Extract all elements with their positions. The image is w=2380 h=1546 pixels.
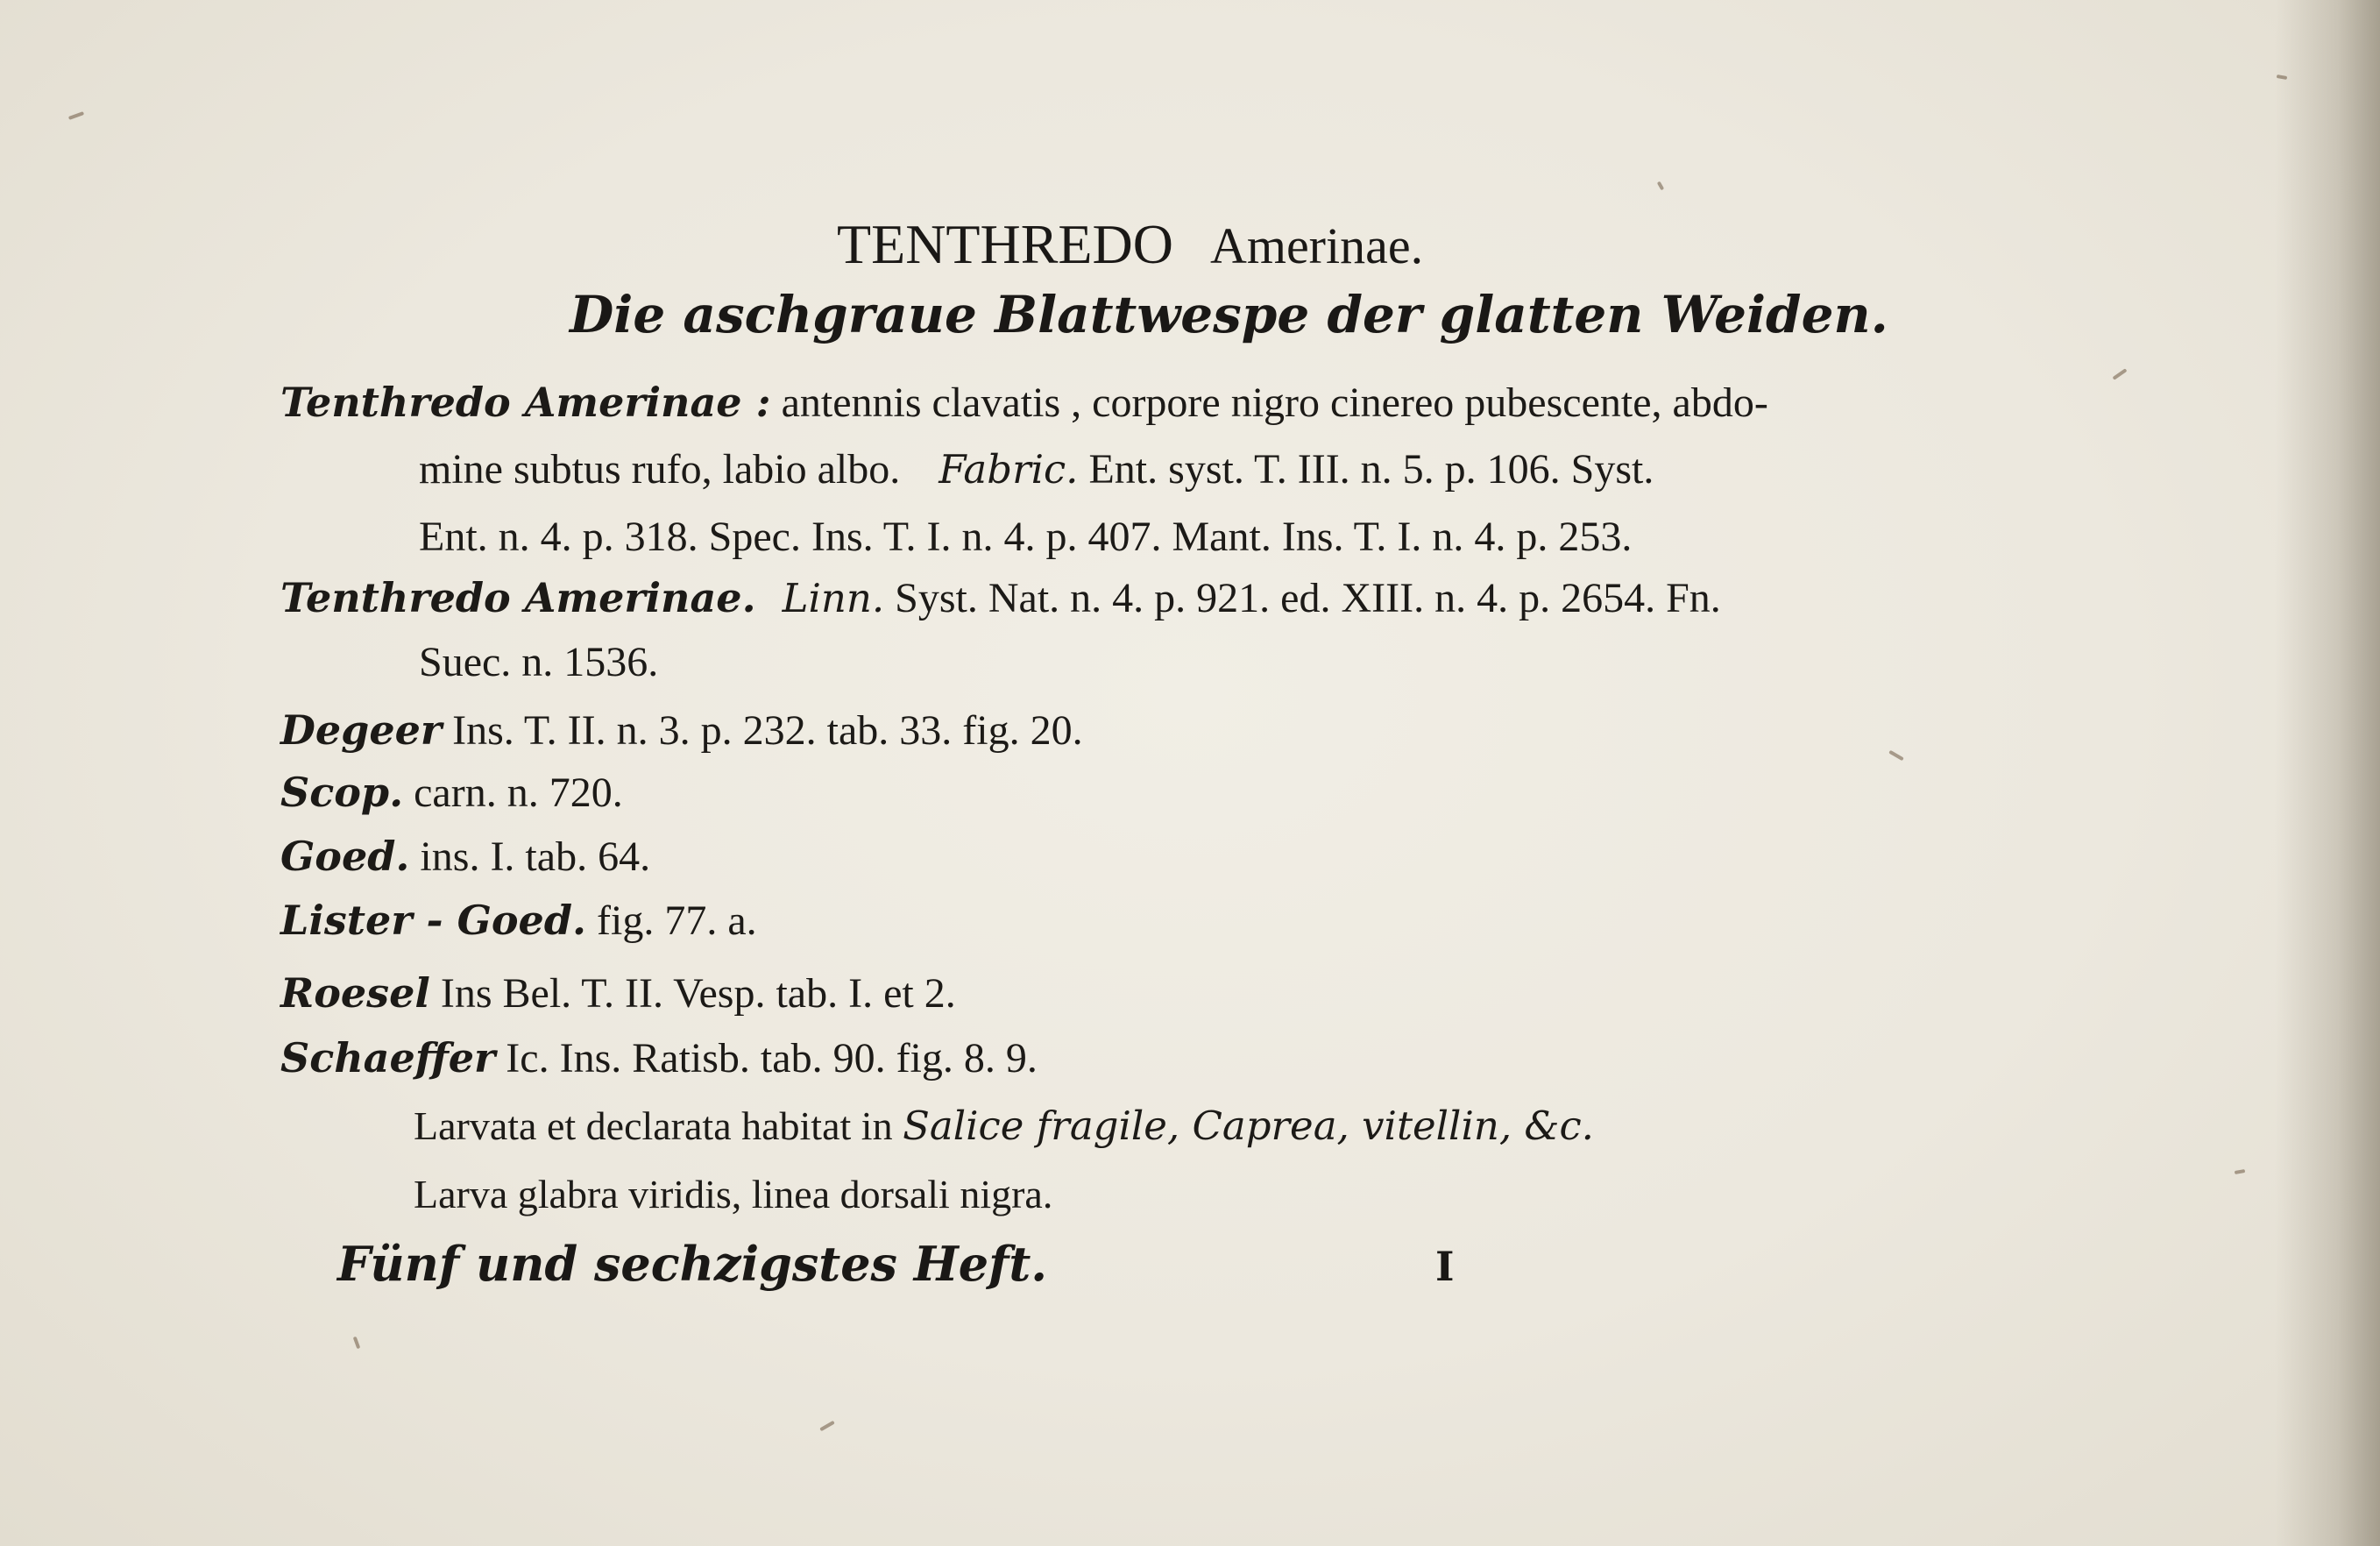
german-title: Die aschgraue Blattwespe der glatten Weiden. <box>570 285 1888 344</box>
signature-mark: I <box>1435 1243 1455 1290</box>
citation-scopoli <box>280 769 623 817</box>
paper-speck <box>819 1421 835 1431</box>
citation-text: antennis clavatis , corpore nigro cinereo pubescente, abdo- <box>781 379 1768 426</box>
citation-author: Scop. <box>280 769 404 816</box>
citation-text: ins. I. tab. 64. <box>420 833 651 880</box>
citation-text: Ins. T. II. n. 3. p. 232. tab. 33. fig. 20. <box>452 707 1083 754</box>
page-edge-shadow <box>2275 0 2380 1546</box>
citation-text: fig. 77. a. <box>597 897 757 944</box>
citation-fabricius <box>280 379 1768 427</box>
citation-text: Suec. n. 1536. <box>419 639 659 685</box>
paper-speck <box>1888 750 1904 761</box>
citation-linnaeus <box>280 574 1721 622</box>
habitat-prefix: Larvata et declarata habitat in <box>414 1103 893 1148</box>
citation-roesel <box>280 969 956 1018</box>
paper-speck <box>2112 368 2127 380</box>
larva-description: Larva glabra viridis, linea dorsali nigra. <box>414 1172 1053 1216</box>
paper-speck <box>68 111 84 120</box>
citation-author: Schaeffer <box>280 1034 496 1081</box>
species-title <box>837 212 1503 277</box>
citation-text: Ic. Ins. Ratisb. tab. 90. fig. 8. 9. <box>506 1035 1038 1081</box>
paper-speck <box>1657 181 1664 191</box>
citation-author: Degeer <box>280 706 443 754</box>
citation-text: Ent. syst. T. III. n. 5. p. 106. Syst. <box>1088 446 1654 493</box>
citation-text: Syst. Nat. n. 4. p. 921. ed. XIII. n. 4. p. 2654. Fn. <box>895 575 1721 621</box>
habitat-line <box>414 1103 1594 1149</box>
genus-name: TENTHREDO <box>837 213 1173 275</box>
citation-author: Tenthredo Amerinae : <box>280 379 771 426</box>
citation-text: Ins Bel. T. II. Vesp. tab. I. et 2. <box>440 970 956 1017</box>
citation-author-linn: Linn. <box>782 575 885 621</box>
citation-author: Fabric. <box>939 446 1079 493</box>
citation-author: Roesel <box>280 969 430 1017</box>
citation-text: Ent. n. 4. p. 318. Spec. Ins. T. I. n. 4. p. 407. Mant. Ins. T. I. n. 4. p. 253. <box>419 514 1633 560</box>
citation-fabricius-cont2 <box>419 513 1632 561</box>
citation-fabricius-cont <box>419 445 1654 493</box>
citation-schaeffer <box>280 1034 1038 1082</box>
paper-speck <box>353 1337 361 1350</box>
paper-speck <box>2235 1169 2246 1174</box>
citation-author: Goed. <box>280 833 410 880</box>
species-name: Amerinae. <box>1209 217 1424 274</box>
habitat-plants: Salice fragile, Caprea, vitellin, &c. <box>903 1103 1594 1149</box>
citation-text: carn. n. 720. <box>414 769 623 816</box>
citation-goedart <box>280 833 650 881</box>
citation-author: Lister - Goed. <box>280 897 586 944</box>
citation-lister <box>280 897 757 945</box>
citation-linnaeus-cont <box>419 638 658 686</box>
citation-degeer <box>280 706 1083 755</box>
citation-text: mine subtus rufo, labio albo. <box>419 446 901 493</box>
citation-author: Tenthredo Amerinae. <box>280 574 756 621</box>
issue-note: Fünf und sechzigstes Heft. <box>337 1236 1048 1292</box>
